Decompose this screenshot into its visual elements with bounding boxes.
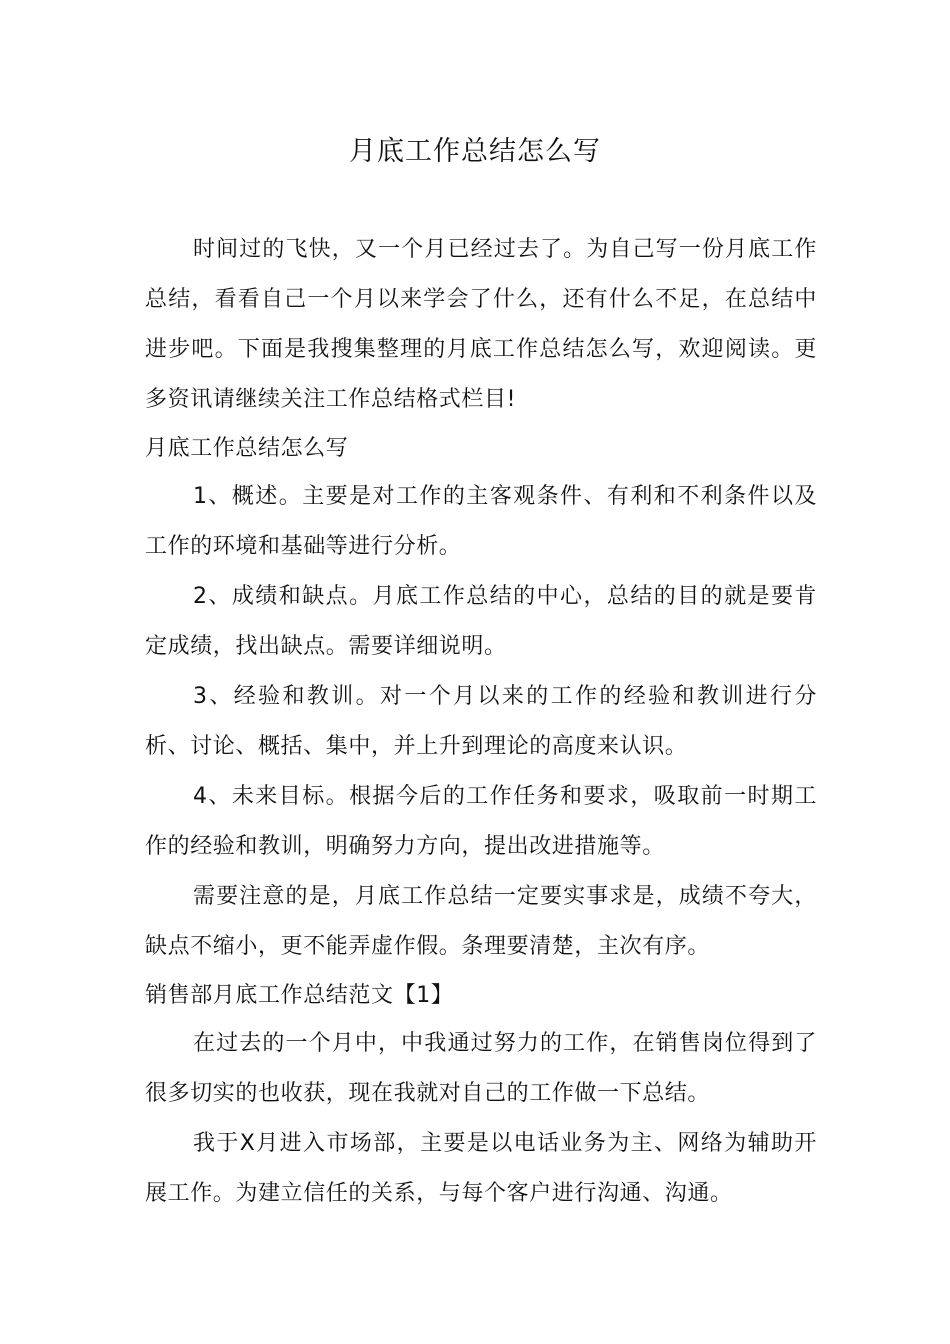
note-paragraph: 需要注意的是，月底工作总结一定要实事求是，成绩不夸大，缺点不缩小，更不能弄虚作假。条理要清楚，主次有序。	[145, 884, 817, 959]
document-body	[145, 225, 817, 1219]
section-heading-how-to-write: 月底工作总结怎么写	[145, 436, 349, 461]
document-title: 月底工作总结怎么写	[349, 136, 601, 167]
body-paragraph: 在过去的一个月中，中我通过努力的工作，在销售岗位得到了很多切实的也收获，现在我就对自己的工作做一下总结。	[145, 1031, 817, 1106]
intro-paragraph: 时间过的飞快，又一个月已经过去了。为自己写一份月底工作总结，看看自己一个月以来学会了什么，还有什么不足，在总结中进步吧。下面是我搜集整理的月底工作总结怎么写，欢迎阅读。更多资讯请继续关注工作总结格式栏目!	[145, 237, 817, 412]
section-heading-sales-sample: 销售部月底工作总结范文【1】	[145, 983, 454, 1008]
list-item: 2、成绩和缺点。月底工作总结的中心，总结的目的就是要肯定成绩，找出缺点。需要详细说明。	[145, 584, 817, 659]
list-item: 4、未来目标。根据今后的工作任务和要求，吸取前一时期工作的经验和教训，明确努力方向，提出改进措施等。	[145, 784, 817, 859]
list-item: 1、概述。主要是对工作的主客观条件、有利和不利条件以及工作的环境和基础等进行分析。	[145, 484, 817, 559]
body-paragraph: 我于X月进入市场部，主要是以电话业务为主、网络为辅助开展工作。为建立信任的关系，与每个客户进行沟通、沟通。	[145, 1131, 817, 1206]
list-item: 3、经验和教训。对一个月以来的工作的经验和教训进行分析、讨论、概括、集中，并上升到理论的高度来认识。	[145, 684, 817, 759]
